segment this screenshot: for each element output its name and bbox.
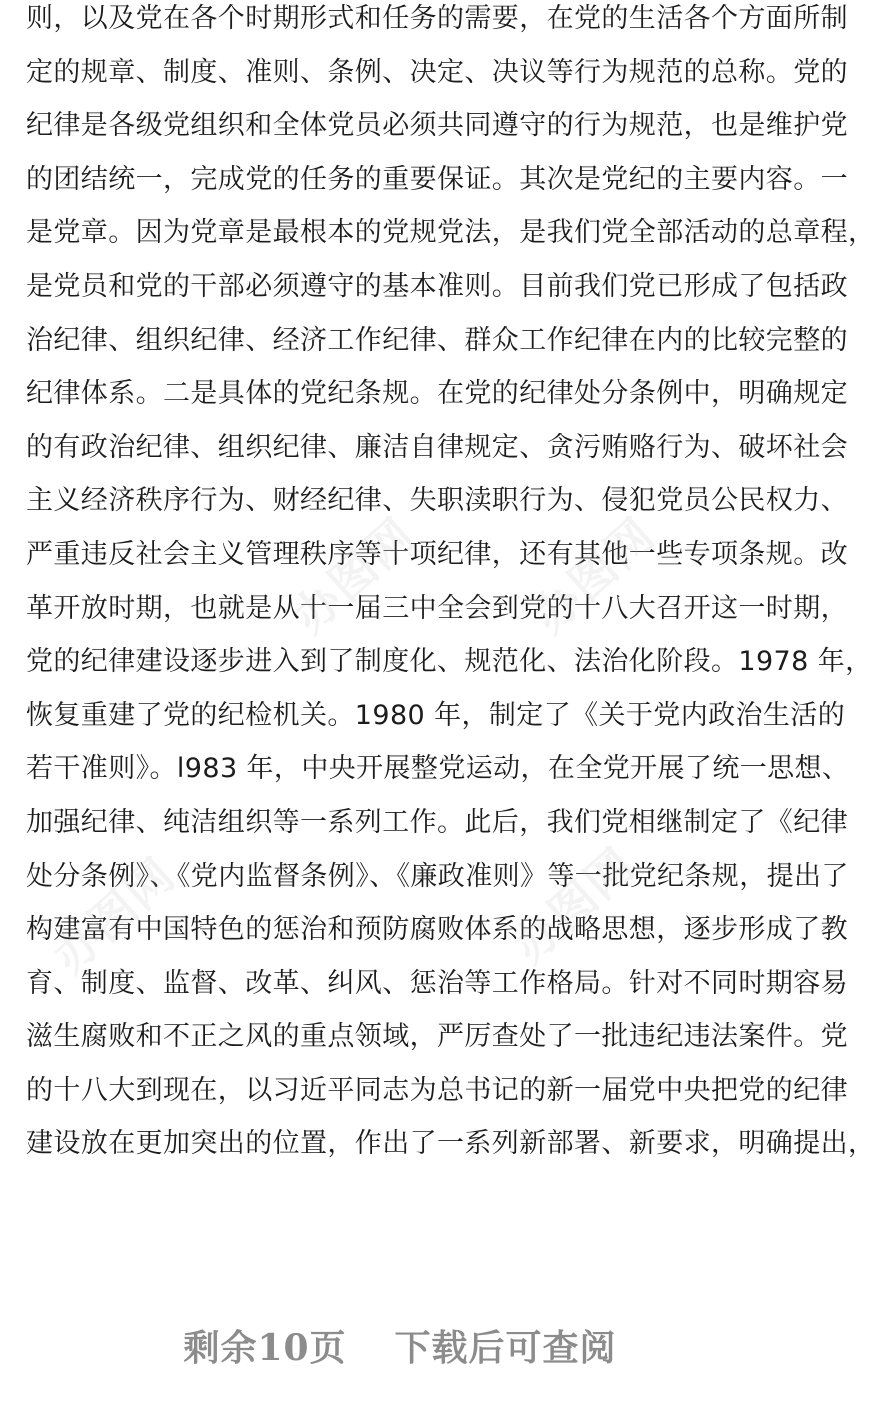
text-line: 处分条例》、《党内监督条例》、《廉政准则》等一批党纪条规，提出了: [26, 860, 849, 892]
text-line: 加强纪律、纯洁组织等一系列工作。此后，我们党相继制定了《纪律: [26, 806, 848, 838]
text-line: 滋生腐败和不正之风的重点领域，严厉查处了一批违纪违法案件。党: [26, 1021, 848, 1053]
text-line: 纪律是各级党组织和全体党员必须共同遵守的行为规范，也是维护党: [26, 110, 848, 142]
text-line: 育、制度、监督、改革、纠风、惩治等工作格局。针对不同时期容易: [26, 967, 848, 999]
text-line: 纪律体系。二是具体的党纪条规。在党的纪律处分条例中，明确规定: [26, 378, 848, 410]
text-line: 若干准则》。l983 年，中央开展整党运动，在全党开展了统一思想、: [26, 753, 850, 785]
remaining-pages-label: 剩余10页: [183, 1327, 347, 1369]
text-line: 是党员和党的干部必须遵守的基本准则。目前我们党已形成了包括政: [26, 270, 848, 302]
text-line: 是党章。因为党章是最根本的党规党法，是我们党全部活动的总章程，: [26, 217, 875, 249]
download-banner[interactable]: [0, 1320, 800, 1380]
text-line: 的团结统一，完成党的任务的重要保证。其次是党纪的主要内容。一: [26, 163, 848, 195]
text-line: 党的纪律建设逐步进入到了制度化、规范化、法治化阶段。1978 年，: [26, 646, 873, 678]
watermark: 办图网: [502, 836, 646, 974]
text-line: 定的规章、制度、准则、条例、决定、决议等行为规范的总称。党的: [26, 56, 848, 88]
text-line: 构建富有中国特色的惩治和预防腐败体系的战略思想，逐步形成了教: [26, 914, 848, 946]
download-prompt-label[interactable]: 下载后可查阅: [394, 1327, 617, 1369]
text-line: 革开放时期，也就是从十一届三中全会到党的十八大召开这一时期，: [26, 592, 848, 624]
text-line: 严重违反社会主义管理秩序等十项纪律，还有其他一些专项条规。改: [26, 538, 848, 570]
watermark: 办图网: [42, 846, 186, 984]
text-line: 建设放在更加突出的位置，作出了一系列新部署、新要求，明确提出，: [26, 1128, 875, 1160]
document-body: [26, 0, 875, 1171]
text-line: 则，以及党在各个时期形式和任务的需要，在党的生活各个方面所制: [26, 3, 848, 34]
text-line: 治纪律、组织纪律、经济工作纪律、群众工作纪律在内的比较完整的: [26, 324, 848, 356]
text-line: 的有政治纪律、组织纪律、廉洁自律规定、贪污贿赂行为、破坏社会: [26, 431, 848, 463]
watermark: 办图网: [522, 506, 666, 644]
text-line: 恢复重建了党的纪检机关。1980 年，制定了《关于党内政治生活的: [26, 699, 846, 731]
watermark: 办图网: [282, 506, 426, 644]
text-line: 主义经济秩序行为、财经纪律、失职渎职行为、侵犯党员公民权力、: [26, 485, 848, 517]
text-line: 的十八大到现在，以习近平同志为总书记的新一届党中央把党的纪律: [26, 1074, 848, 1106]
